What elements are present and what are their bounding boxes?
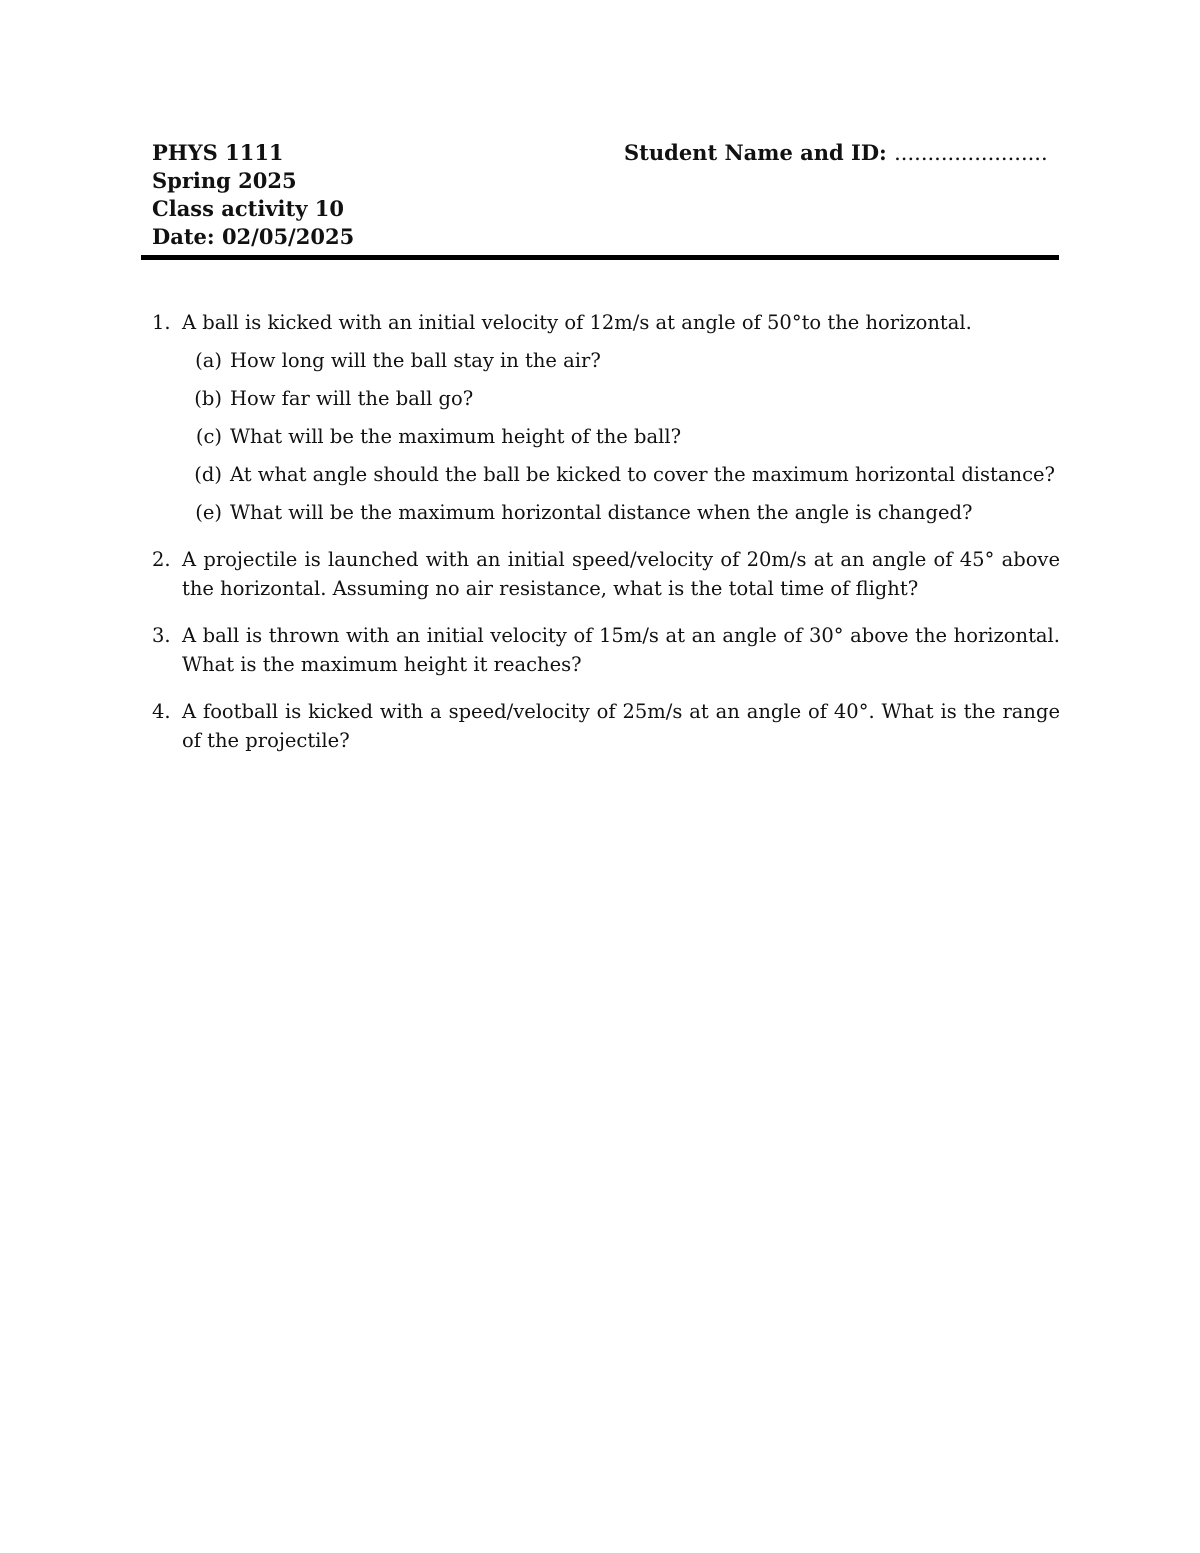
question-number: 4.	[152, 700, 171, 723]
question-1-parts	[182, 346, 1060, 527]
student-name-field	[624, 139, 1048, 167]
activity-title: Class activity 10	[152, 196, 344, 221]
question-text: A ball is kicked with an initial velocity of 12m/s at angle of 50°to the horizontal.	[182, 311, 972, 334]
student-name-blank: .......................	[894, 141, 1048, 165]
part-text: What will be the maximum horizontal distance when the angle is changed?	[230, 501, 973, 524]
header-divider	[141, 255, 1059, 260]
part-label: (c)	[195, 425, 222, 448]
question-number: 3.	[152, 624, 171, 647]
term: Spring 2025	[152, 168, 297, 193]
question-3	[152, 621, 1060, 679]
question-list	[152, 308, 1060, 773]
course-code: PHYS 1111	[152, 140, 284, 165]
part-text: How far will the ball go?	[230, 387, 474, 410]
question-2	[152, 545, 1060, 603]
part-label: (d)	[194, 463, 222, 486]
part-text: How long will the ball stay in the air?	[230, 349, 601, 372]
part-label: (e)	[195, 501, 222, 524]
student-name-label: Student Name and ID:	[624, 140, 887, 165]
question-1-part-d	[182, 460, 1060, 489]
question-text: A ball is thrown with an initial velocity of 15m/s at an angle of 30° above the horizontal. What is the maximum height it reaches?	[182, 624, 1060, 676]
question-1-part-c	[182, 422, 1060, 451]
question-number: 1.	[152, 311, 171, 334]
question-1	[152, 308, 1060, 527]
part-text: At what angle should the ball be kicked to cover the maximum horizontal distance?	[230, 463, 1055, 486]
question-text: A projectile is launched with an initial speed/velocity of 20m/s at an angle of 45° above the horizontal. Assuming no air resistance, what is the total time of flight?	[182, 548, 1060, 600]
part-label: (a)	[195, 349, 222, 372]
part-label: (b)	[194, 387, 222, 410]
question-number: 2.	[152, 548, 171, 571]
worksheet-header	[152, 139, 1058, 251]
activity-date: Date: 02/05/2025	[152, 224, 355, 249]
question-1-part-b	[182, 384, 1060, 413]
question-4	[152, 697, 1060, 755]
part-text: What will be the maximum height of the ball?	[230, 425, 682, 448]
question-1-part-a	[182, 346, 1060, 375]
question-text: A football is kicked with a speed/velocity of 25m/s at an angle of 40°. What is the range of the projectile?	[182, 700, 1060, 752]
question-1-part-e	[182, 498, 1060, 527]
